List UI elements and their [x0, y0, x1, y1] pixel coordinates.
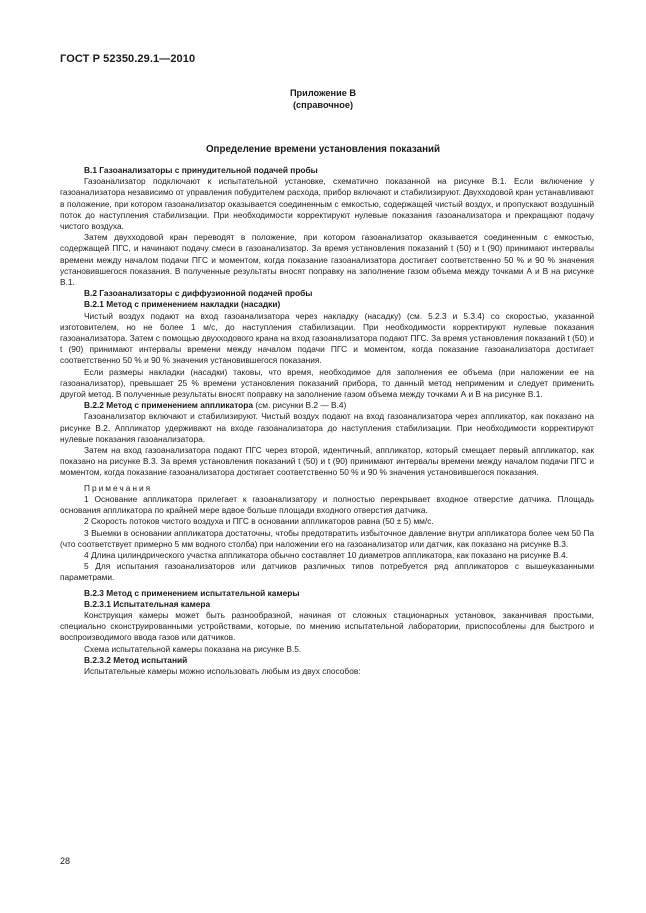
appendix-subtitle: (справочное): [292, 100, 353, 110]
paragraph-b2-3-1-1: Конструкция камеры может быть разнообразной, начиная от сложных стационарных установок, заканчивая простыми, специально сконструированными устройствами, которые, по мнению испытательной лаборатории, приспособлены для быстрого и воспроизводимого ввода газов или датчиков.: [60, 609, 594, 643]
paragraph-b2-2-2: Затем на вход газоанализатора подают ПГС через второй, идентичный, аппликатор, который смещает первый аппликатор, как показано на рисунке В.3. За время установления показаний t (50) и t (90) принимают интервалы времени между началом подачи ПГС и моментом, когда показание газоанализатора достигает соответственно 50 % и 90 % значения установившегося показания.: [60, 445, 594, 478]
section-title: Определение времени установления показаний: [205, 144, 441, 155]
paragraph-b2-3-2-1: Испытательные камеры можно использовать любым из двух способов:: [84, 665, 361, 676]
appendix-heading: [0, 87, 646, 111]
heading-b2-2: В.2.2 Метод с применением аппликатора: [84, 400, 254, 411]
paragraph-b2-1-1: Чистый воздух подают на вход газоанализатора через накладку (насадку) (см. 5.2.3 и 5.3.4) со скоростью, указанной изготовителем, но не более 1 м/с, до наступления стабилизации. При необходимости корректируют нулевые показания газоанализатора. Затем с помощью двухходового крана на вход газоанализатора подают ПГС. За время установления показаний t (50) и t (90) принимают интервалы времени между началом подачи ПГС и моментом, когда показание газоанализатора достигает соответственно 50 % и 90 % значения установившегося показания.: [60, 310, 594, 366]
paragraph-b2-1-2: Если размеры накладки (насадки) таковы, что время, необходимое для заполнения ее объема (при наложении ее на газоанализатор), превышает 25 % времени установления показаний прибора, то данный метод неприменим и следует применить другой метод. В полученные результаты вносят поправку на заполнение газом объема между точками А и В на рисунке В.1.: [60, 366, 594, 400]
document-header: ГОСТ Р 52350.29.1—2010: [60, 53, 196, 65]
heading-b2-1: В.2.1 Метод с применением накладки (насадки): [84, 299, 281, 310]
note-4: 4 Длина цилиндрического участка аппликатора обычно составляет 10 диаметров аппликатора, как показано на рисунке В.4.: [84, 549, 569, 560]
heading-b2: В.2 Газоанализаторы с диффузионной подачей пробы: [84, 288, 313, 299]
heading-b1: В.1 Газоанализаторы с принудительной подачей пробы: [84, 165, 318, 175]
note-5: 5 Для испытания газоанализаторов или датчиков различных типов потребуется ряд аппликаторов с вышеуказанными параметрами.: [60, 561, 594, 583]
heading-b2-2-suffix: (см. рисунки В.2 — В.4): [253, 400, 347, 411]
note-3: 3 Выемки в основании аппликатора достаточны, чтобы предотвратить избыточное давление внутри аппликатора более чем 50 Па (что соответствует примерно 5 мм водного столба) при наложении его на газоанализатор или датчик, как показано на рисунке В.3.: [60, 527, 594, 549]
heading-b2-3-1: В.2.3.1 Испытательная камера: [84, 598, 211, 609]
note-1: 1 Основание аппликатора прилегает к газоанализатору и полностью перекрывает входное отверстие датчика. Площадь основания аппликатора по крайней мере вдвое больше площади входного отверстия датчика.: [60, 493, 594, 516]
page-number: 28: [60, 856, 71, 866]
paragraph-b2-2-1: Газоанализатор включают и стабилизируют. Чистый воздух подают на вход газоанализатора через аппликатор, как показано на рисунке В.2. Аппликатор удерживают на входе газоанализатора до наступления стабилизации. При необходимости корректируют нулевые показания газоанализатора.: [60, 411, 594, 444]
heading-b2-2-line: [60, 400, 594, 411]
heading-b2-3: В.2.3 Метод с применением испытательной камеры: [84, 587, 300, 598]
heading-b2-3-2: В.2.3.2 Метод испытаний: [84, 654, 188, 665]
paragraph-b2-3-1-2: Схема испытательной камеры показана на рисунке В.5.: [84, 643, 302, 654]
appendix-title: Приложение В: [289, 88, 357, 98]
notes-title: Примечания: [84, 482, 153, 493]
note-2: 2 Скорость потоков чистого воздуха и ПГС в основании аппликаторов равна (50 ± 5) мм/с.: [84, 516, 434, 527]
document-body: [60, 165, 594, 677]
paragraph-b1-1: Газоанализатор подключают к испытательной установке, схематично показанной на рисунке В.1. Если включение у газоанализатора независимо от управления побудителем расхода, прибор включают и стабилизируют. Двухходовой кран устанавливают в положение, при котором газоанализатор оказывается соединенным с емкостью, содержащей чистый воздух, и пропускают воздушный поток до наступления стабилизации. При необходимости корректируют нулевые показания газоанализатора и прекращают подачу чистого воздуха.: [60, 176, 594, 232]
paragraph-b1-2: Затем двухходовой кран переводят в положение, при котором газоанализатор оказывается соединенным с емкостью, содержащей ПГС, и начинают подачу смеси в газоанализатор. За время установления показаний t (50) и t (90) принимают интервалы времени между началом подачи ПГС и моментом, когда показание газоанализатора достигает соответственно 50 % и 90 % значения установившегося показания. В полученные результаты вносят поправку на заполнение газом объема между точками А и В на рисунке В.1.: [60, 232, 594, 288]
